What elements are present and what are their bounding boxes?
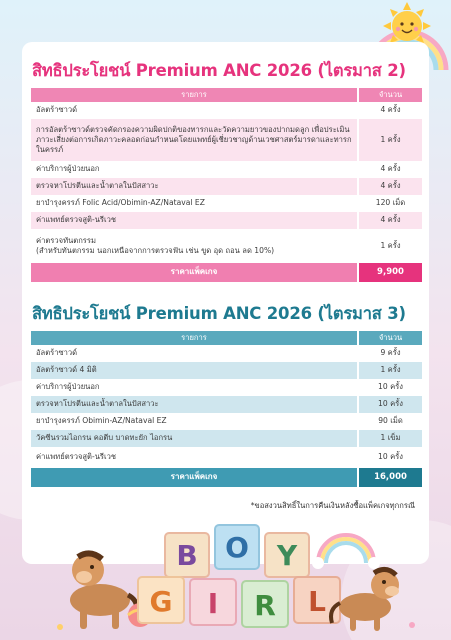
row-qty: 9 ครั้ง <box>358 345 422 362</box>
row-qty: 4 ครั้ง <box>358 161 422 178</box>
total-label: ราคาแพ็คเกจ <box>31 468 358 487</box>
table-row <box>31 178 422 195</box>
block-letter: B <box>176 539 198 572</box>
row-item: อัลตร้าซาวด์ 4 มิติ <box>31 362 358 379</box>
row-qty: 4 ครั้ง <box>358 178 422 195</box>
row-qty: 1 ครั้ง <box>358 119 422 161</box>
row-item-line2: (สำหรับทันตกรรม นอกเหนือจากการตรวจฟัน เช่น ขูด อุด ถอน ลด 10%) <box>36 246 275 255</box>
table-row <box>31 345 422 362</box>
table-row <box>31 396 422 413</box>
row-qty: 1 ครั้ง <box>358 229 422 263</box>
header-item: รายการ <box>31 331 358 345</box>
row-item: อัลตร้าซาวด์ <box>36 348 78 358</box>
block-i <box>190 579 236 625</box>
block-b <box>165 533 209 577</box>
header-qty: จำนวน <box>358 331 422 345</box>
section2-table <box>31 331 422 487</box>
table-row <box>31 161 422 178</box>
table-total-row <box>31 468 422 487</box>
block-l <box>294 577 340 623</box>
row-qty: 120 เม็ด <box>358 195 422 212</box>
table-header-row <box>31 88 422 102</box>
block-letter: L <box>308 585 326 618</box>
table-row <box>31 430 422 447</box>
row-item <box>31 229 358 263</box>
row-qty: 10 ครั้ง <box>358 447 422 468</box>
row-item: ยาบำรุงครรภ์ Folic Acid/Obimin-AZ/Nataval EZ <box>36 198 205 208</box>
row-item: ยาบำรุงครรภ์ Obimin-AZ/Nataval EZ <box>36 416 167 426</box>
row-item: การอัลตร้าซาวด์ตรวจคัดกรองความผิดปกติของทารกและวัดความยาวของปากมดลูก เพื่อประเมินภาวะเสี่ยงต่อการเกิดภาวะคลอดก่อนกำหนดโดยแพทย์ผู้เชี่ยวชาญด้านเวชศาสตร์มารดาและทารกในครรภ์ <box>31 119 358 161</box>
table-row <box>31 229 422 263</box>
row-item: ตรวจหาโปรตีนและน้ำตาลในปัสสาวะ <box>31 178 358 195</box>
table-row <box>31 119 422 161</box>
row-item: ค่าบริการผู้ป่วยนอก <box>36 164 100 174</box>
section1-title: สิทธิประโยชน์ Premium ANC 2026 (ไตรมาส 2) <box>32 61 406 80</box>
section2-title: สิทธิประโยชน์ Premium ANC 2026 (ไตรมาส 3) <box>32 304 406 323</box>
row-qty: 4 ครั้ง <box>358 212 422 229</box>
block-letter: O <box>225 531 249 564</box>
row-item-line1: ค่าตรวจทันตกรรม <box>36 235 96 245</box>
header-item: รายการ <box>31 88 358 102</box>
total-value: 16,000 <box>358 468 422 487</box>
table-row <box>31 212 422 229</box>
table-total-row <box>31 263 422 282</box>
block-letter: R <box>254 589 276 622</box>
row-item: ค่าแพทย์ตรวจสูติ-นรีเวช <box>31 212 358 229</box>
block-g <box>138 577 184 623</box>
row-qty: 4 ครั้ง <box>358 102 422 119</box>
block-letter: G <box>149 585 173 618</box>
row-qty: 1 เข็ม <box>358 430 422 447</box>
row-qty: 10 ครั้ง <box>358 396 422 413</box>
footnote: *ขอสงวนสิทธิ์ในการคืนเงินหลังซื้อแพ็คเกจทุกกรณี <box>250 501 415 510</box>
toy-horse-icon <box>70 553 137 629</box>
block-o <box>215 525 259 569</box>
toy-horse-icon <box>331 569 399 631</box>
total-value: 9,900 <box>358 263 422 282</box>
table-row <box>31 447 422 468</box>
table-header-row <box>31 331 422 345</box>
row-item: ตรวจหาโปรตีนและน้ำตาลในปัสสาวะ <box>31 396 358 413</box>
section1-table <box>31 88 422 282</box>
row-item: ค่าแพทย์ตรวจสูติ-นรีเวช <box>36 452 117 462</box>
table-row <box>31 195 422 212</box>
table-row <box>31 379 422 396</box>
table-row <box>31 102 422 119</box>
row-qty: 1 ครั้ง <box>358 362 422 379</box>
toy-blocks-illustration <box>0 515 451 640</box>
row-item: วัคซีนรวมไอกรน คอตีบ บาดทะยัก ไอกรน <box>31 430 358 447</box>
row-qty: 90 เม็ด <box>358 413 422 430</box>
table-row <box>31 413 422 430</box>
total-label: ราคาแพ็คเกจ <box>31 263 358 282</box>
row-qty: 10 ครั้ง <box>358 379 422 396</box>
block-y <box>265 533 309 577</box>
block-letter: Y <box>276 539 298 572</box>
header-qty: จำนวน <box>358 88 422 102</box>
block-r <box>242 581 288 627</box>
table-row <box>31 362 422 379</box>
block-letter: I <box>207 587 219 620</box>
rainbow-icon <box>312 535 380 569</box>
row-item: ค่าบริการผู้ป่วยนอก <box>36 382 100 392</box>
row-item: อัลตร้าซาวด์ <box>36 105 78 115</box>
